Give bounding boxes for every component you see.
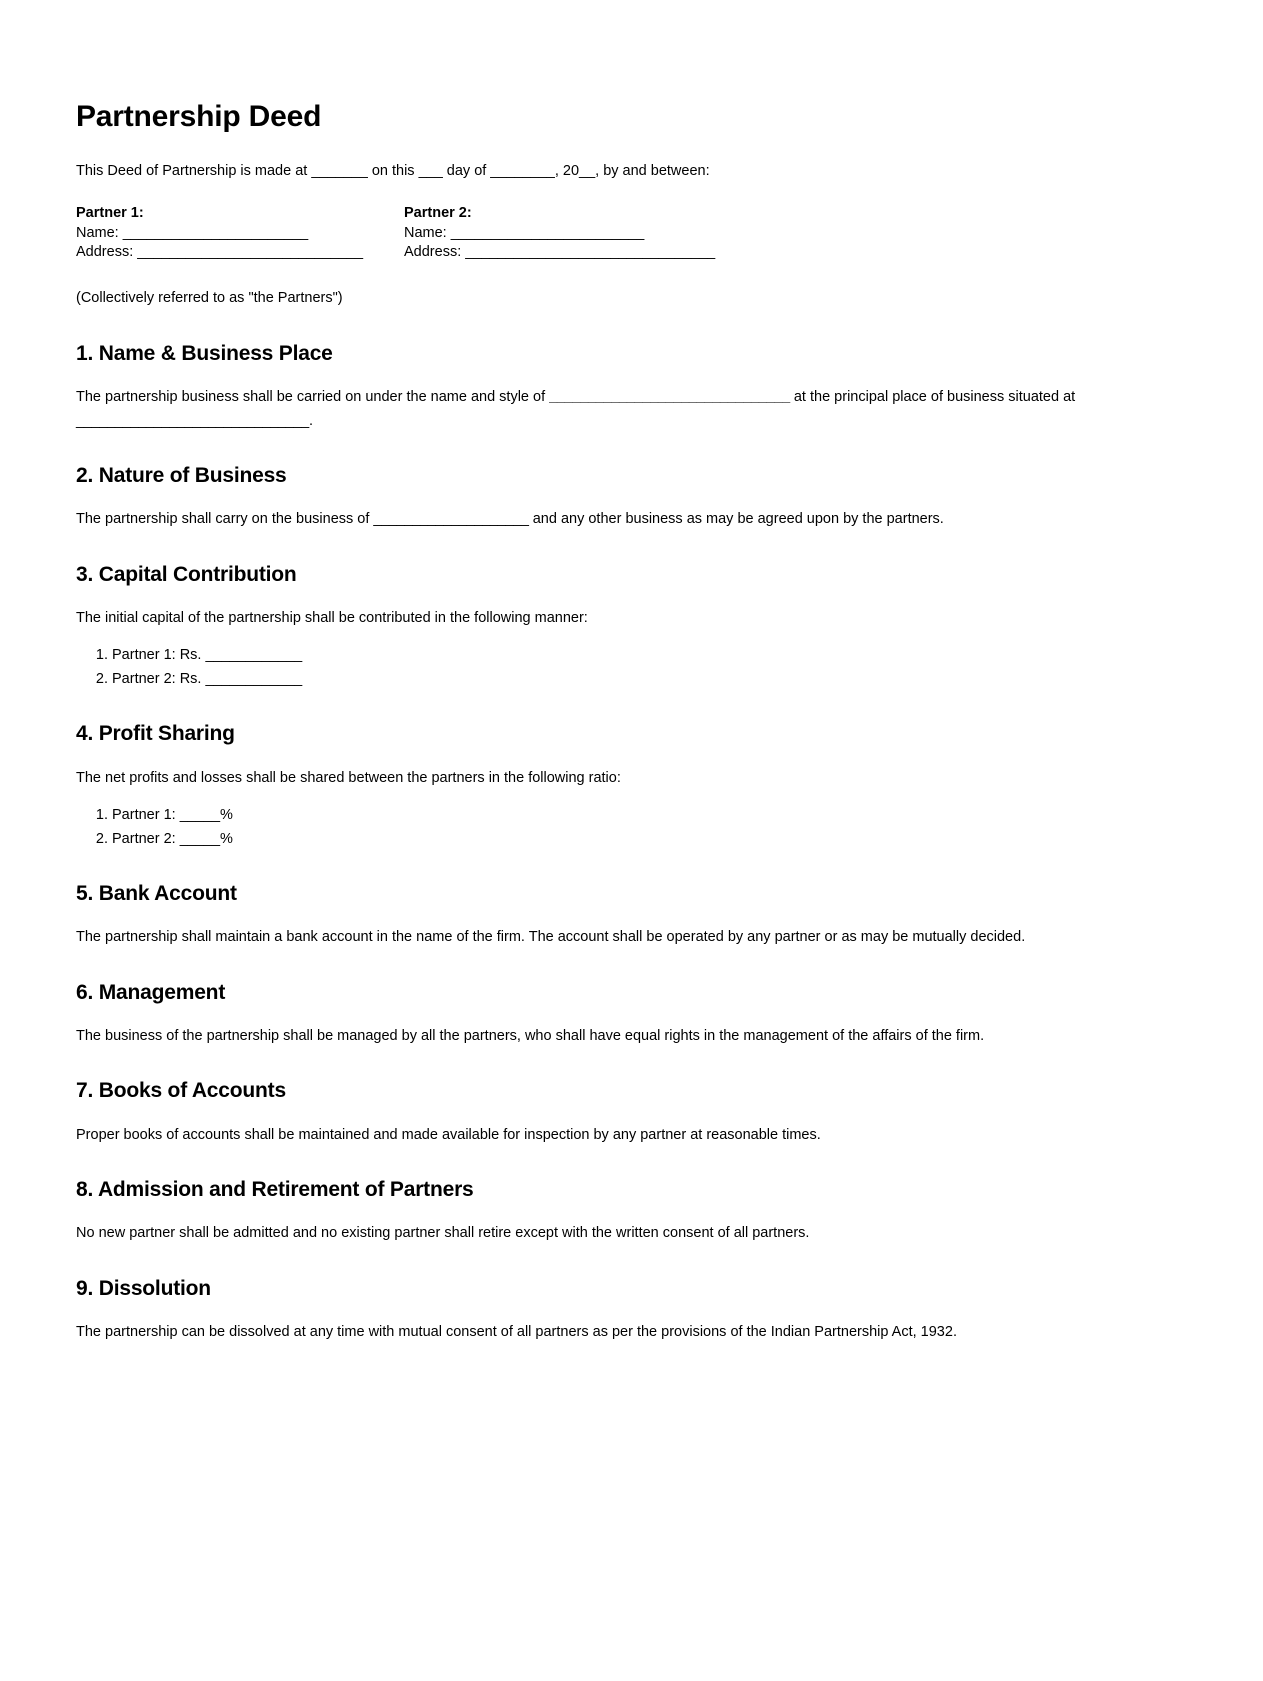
- section-2-blank-business[interactable]: ____________________: [373, 511, 529, 528]
- section-management: [76, 980, 1096, 1049]
- section-5-body: The partnership shall maintain a bank account in the name of the firm. The account shall be operated by any partner or as may be mutually decided.: [76, 929, 1026, 946]
- section-7-heading: 7. Books of Accounts: [76, 1079, 286, 1103]
- section-8-body: No new partner shall be admitted and no existing partner shall retire except with the written consent of all partners.: [76, 1225, 810, 1242]
- section-1-text-b: at the principal place of business situated at: [789, 389, 1076, 406]
- partner-2-block: [404, 204, 764, 262]
- partner-1-address-field[interactable]: Address: ____________________________: [76, 243, 364, 260]
- partner-1-name-field[interactable]: Name: _______________________: [76, 224, 309, 241]
- section-1-heading: 1. Name & Business Place: [76, 341, 333, 365]
- partner-2-name-field[interactable]: Name: ________________________: [404, 224, 645, 241]
- partner-2-heading: Partner 2:: [404, 204, 472, 221]
- page-title: Partnership Deed: [76, 100, 322, 133]
- section-dissolution: [76, 1276, 1096, 1345]
- profit-sharing-list: [76, 804, 1096, 851]
- section-bank-account: [76, 881, 1096, 950]
- section-1-text-a: The partnership business shall be carried on under the name and style of: [76, 389, 550, 406]
- partner-2-address-field[interactable]: Address: _______________________________: [404, 243, 716, 260]
- section-profit-sharing: [76, 721, 1096, 851]
- section-2-text-a: The partnership shall carry on the business of: [76, 511, 374, 528]
- section-1-text-c: .: [308, 412, 313, 429]
- partners-block: [76, 204, 1096, 262]
- section-8-heading: 8. Admission and Retirement of Partners: [76, 1178, 474, 1202]
- section-9-heading: 9. Dissolution: [76, 1276, 211, 1300]
- partner-1-heading: Partner 1:: [76, 204, 144, 221]
- section-admission-retirement: [76, 1177, 1096, 1246]
- section-1-blank-address[interactable]: ______________________________: [76, 412, 309, 429]
- section-books-of-accounts: [76, 1078, 1096, 1147]
- section-2-body: [76, 508, 1096, 531]
- section-2-heading: 2. Nature of Business: [76, 464, 287, 488]
- section-nature-of-business: [76, 463, 1096, 532]
- section-9-body: The partnership can be dissolved at any time with mutual consent of all partners as per the provisions of the Indian Partnership Act, 1932.: [76, 1323, 957, 1340]
- list-item[interactable]: 1. Partner 1: Rs. ____________: [112, 644, 1096, 667]
- section-4-body: The net profits and losses shall be shared between the partners in the following ratio:: [76, 769, 621, 786]
- collective-reference: (Collectively referred to as "the Partners"): [76, 289, 343, 306]
- section-3-body: The initial capital of the partnership shall be contributed in the following manner:: [76, 609, 588, 626]
- section-name-business-place: [76, 341, 1096, 433]
- section-capital-contribution: [76, 562, 1096, 692]
- section-2-text-b: and any other business as may be agreed upon by the partners.: [528, 511, 944, 528]
- section-1-blank-firm-name[interactable]: _______________________________: [549, 389, 790, 406]
- section-3-heading: 3. Capital Contribution: [76, 562, 297, 586]
- section-4-heading: 4. Profit Sharing: [76, 722, 235, 746]
- section-6-body: The business of the partnership shall be managed by all the partners, who shall have equal rights in the management of the affairs of the firm.: [76, 1027, 985, 1044]
- list-item[interactable]: 2. Partner 2: Rs. ____________: [112, 668, 1096, 691]
- section-6-heading: 6. Management: [76, 980, 226, 1004]
- section-7-body: Proper books of accounts shall be maintained and made available for inspection by any partner at reasonable times.: [76, 1126, 821, 1143]
- capital-contribution-list: [76, 644, 1096, 691]
- section-5-heading: 5. Bank Account: [76, 882, 237, 906]
- list-item[interactable]: 2. Partner 2: _____%: [112, 828, 1096, 851]
- intro-paragraph: This Deed of Partnership is made at _______ on this ___ day of ________, 20__, by and between:: [76, 162, 710, 179]
- section-1-body: [76, 386, 1096, 433]
- partner-1-block: [76, 204, 404, 262]
- document-body: [76, 100, 1096, 1340]
- list-item[interactable]: 1. Partner 1: _____%: [112, 804, 1096, 827]
